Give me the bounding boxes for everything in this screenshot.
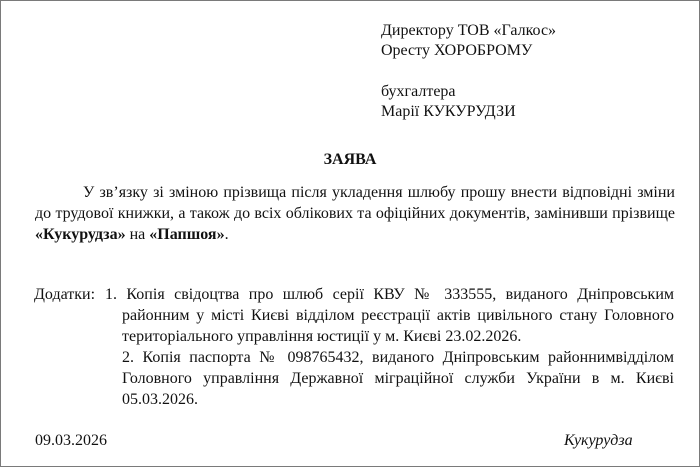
statement-body [35,182,675,245]
old-surname: «Кукурудза» [35,226,126,243]
document-title: ЗАЯВА [323,151,377,168]
statement-connector: на [125,226,150,243]
addressee-director: Директору ТОВ «Галкос» [381,22,557,39]
attachment-text: Копія свідоцтва про шлюб серії КВУ № 333555, виданого Дніпровським районним у місті Києві відділом реєстрації актів цивільного стану Головного територіального управління юстиції у м. Києві 23.02.2026. [117,286,674,345]
attachment-number: 2. [122,349,134,366]
attachments-label: Додатки: [34,286,96,303]
addressee-spacer [381,61,681,82]
attachment-text: Копія паспорта № 098765432, виданого Дніпровським районнимвідділом Головного управління Державної міграційної служби України в м. Києві 05.03.2026. [122,349,674,408]
attachment-item [105,284,674,347]
attachments-list [105,284,674,410]
addressee-block [381,21,681,122]
document-date: 09.03.2026 [35,432,107,449]
addressee-director-name: Оресту ХОРОБРОМУ [381,42,533,59]
attachment-number: 1. [105,286,117,303]
statement-text: У зв’язку зі зміною прізвища після укладення шлюбу прошу внести відповідні зміни до трудової книжки, а також до всіх облікових та офіційних документів, замінивши прізвище [35,184,675,222]
sender-position: бухгалтера [381,83,456,100]
new-surname: «Папшоя» [149,226,225,243]
statement-end: . [224,226,229,243]
sender-name: Марії КУКУРУДЗИ [381,103,516,120]
attachment-item [122,347,674,410]
signature: Кукурудза [564,432,633,449]
